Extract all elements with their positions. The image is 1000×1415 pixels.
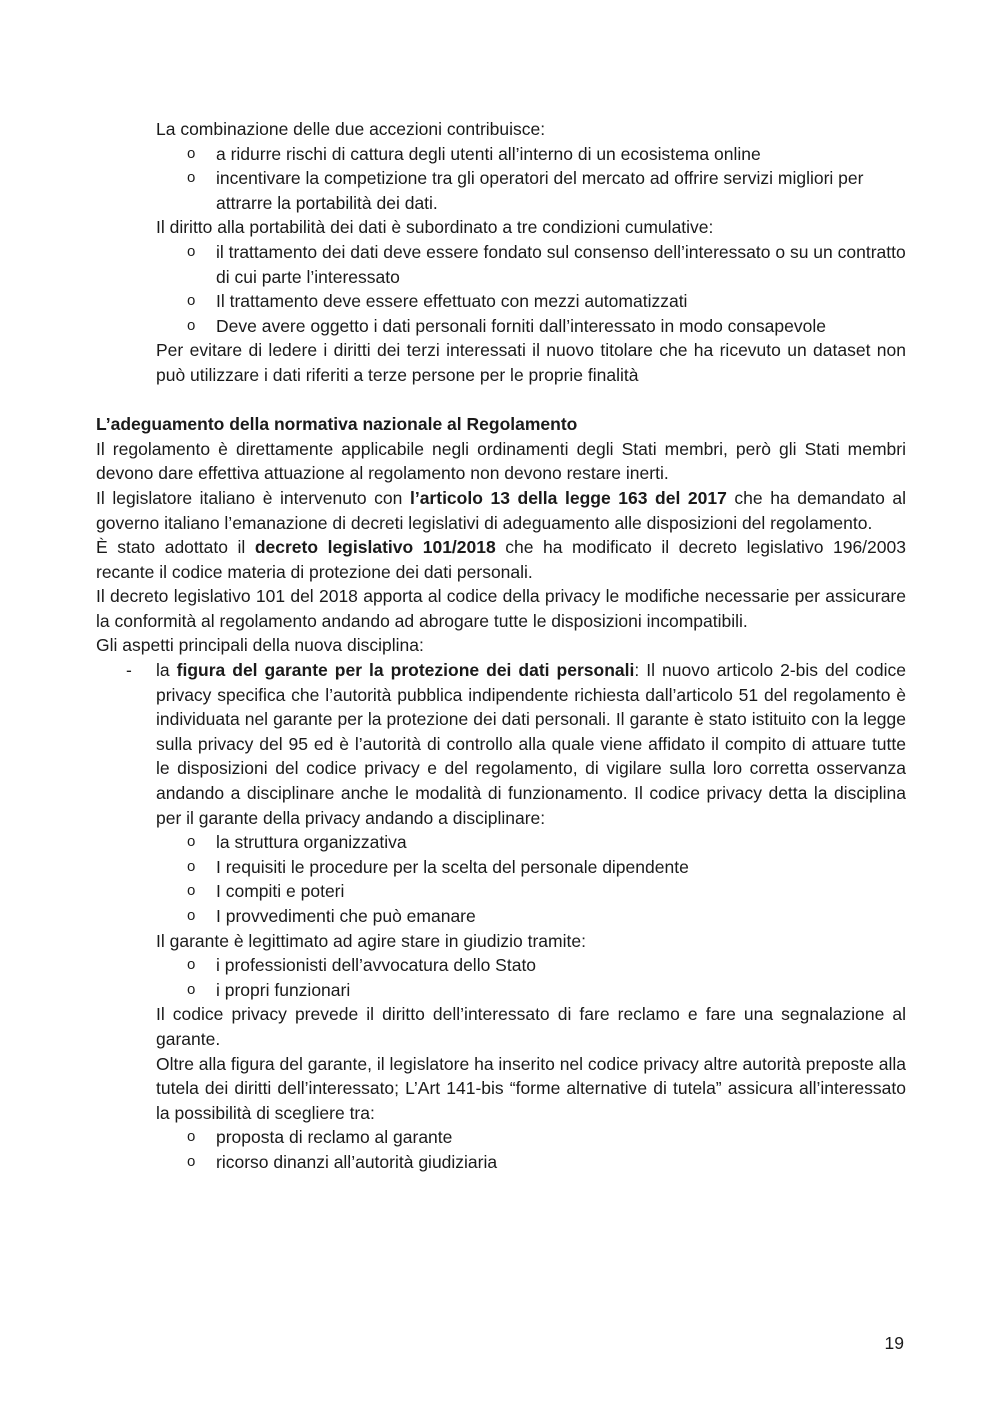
list-item: o I compiti e poteri	[216, 879, 906, 904]
list-item: o proposta di reclamo al garante	[216, 1125, 906, 1150]
intro-closing: Per evitare di ledere i diritti dei terzi interessati il nuovo titolare che ha ricevuto un dataset non può utilizzare i dati riferiti a terze persone per le proprie finalità	[156, 340, 906, 385]
page-number: 19	[884, 1333, 904, 1353]
intro-lead: La combinazione delle due accezioni contribuisce:	[156, 119, 546, 139]
list-item: o incentivare la competizione tra gli operatori del mercato ad offrire servizi migliori per attrarre la portabilità dei dati.	[187, 168, 864, 213]
bullet-marker: o	[187, 1128, 196, 1146]
paragraph: È stato adottato il decreto legislativo 101/2018 che ha modificato il decreto legislativo 196/2003 recante il codice materia di protezione dei dati personali.	[96, 537, 906, 582]
bullet-marker: o	[187, 144, 196, 162]
dash-marker: -	[126, 660, 132, 681]
bullet-marker: o	[187, 316, 196, 334]
bullet-marker: o	[187, 980, 196, 998]
list-item: o Deve avere oggetto i dati personali forniti dall’interessato in modo consapevole	[216, 314, 906, 339]
list-item: o I provvedimenti che può emanare	[216, 904, 906, 929]
paragraph: Il legislatore italiano è intervenuto con l’articolo 13 della legge 163 del 2017 che ha demandato al governo italiano l’emanazione di decreti legislativi di adeguamento alle disposizioni del regolamento.	[96, 487, 906, 533]
bullet-marker: o	[187, 1152, 196, 1170]
bullet-marker: o	[187, 907, 196, 924]
list-item: o a ridurre rischi di cattura degli utenti all’interno di un ecosistema online	[216, 142, 906, 167]
paragraph: Il garante è legittimato ad agire stare in giudizio tramite:	[156, 930, 586, 951]
document-page	[96, 117, 906, 1175]
list-item: o Il trattamento deve essere effettuato con mezzi automatizzati	[216, 289, 906, 314]
list-item: o ricorso dinanzi all’autorità giudiziaria	[216, 1150, 906, 1175]
bullet-marker: o	[187, 956, 196, 974]
paragraph: Il decreto legislativo 101 del 2018 apporta al codice della privacy le modifiche necessarie per assicurare la conformità al regolamento andando ad abrogare tutte le disposizioni incompatibili.	[96, 586, 906, 631]
list-item: o i propri funzionari	[216, 978, 906, 1003]
list-item: o la struttura organizzativa	[216, 830, 906, 855]
intro-lead-2: Il diritto alla portabilità dei dati è subordinato a tre condizioni cumulative:	[156, 217, 714, 238]
list-item: o il trattamento dei dati deve essere fondato sul consenso dell’interessato o su un contratto di cui parte l’interessato	[187, 241, 906, 287]
bullet-marker: o	[187, 882, 196, 900]
bullet-marker: o	[187, 833, 196, 851]
list-item: o I requisiti le procedure per la scelta del personale dipendente	[216, 855, 906, 880]
section-heading: L’adeguamento della normativa nazionale al Regolamento	[96, 414, 578, 435]
paragraph: Oltre alla figura del garante, il legislatore ha inserito nel codice privacy altre autorità preposte alla tutela dei diritti dell’interessato; L’Art 141-bis “forme alternative di tutela” assicura all’interessato la possibilità di scegliere tra:	[156, 1053, 906, 1123]
paragraph: Il regolamento è direttamente applicabile negli ordinamenti degli Stati membri, però gli Stati membri devono dare effettiva attuazione al regolamento non devono restare inerti.	[96, 438, 906, 484]
paragraph: Il codice privacy prevede il diritto dell’interessato di fare reclamo e fare una segnalazione al garante.	[156, 1004, 906, 1049]
bullet-marker: o	[187, 242, 196, 260]
list-item: o i professionisti dell’avvocatura dello Stato	[216, 953, 906, 978]
bullet-marker: o	[187, 857, 196, 875]
bullet-marker: o	[187, 169, 196, 187]
paragraph: Gli aspetti principali della nuova disciplina:	[96, 635, 424, 656]
dash-list-item: - la figura del garante per la protezione dei dati personali: Il nuovo articolo 2-bis del codice privacy specifica che l’autorità pubblica indipendente richiesta dall’articolo 51 del regolamento è individuata nel garante per la protezione dei dati personali. Il garante è stato istituito con la legge sulla privacy del 95 ed è l’autorità di controllo alla quale viene affidato il compito di attuare tutte le disposizioni del codice privacy e del regolamento, di vigilare sulla loro corretta osservanza andando a disciplinare anche le modalità di funzionamento. Il codice privacy detta la disciplina per il garante della privacy andando a disciplinare:	[126, 660, 907, 828]
bullet-marker: o	[187, 292, 196, 310]
